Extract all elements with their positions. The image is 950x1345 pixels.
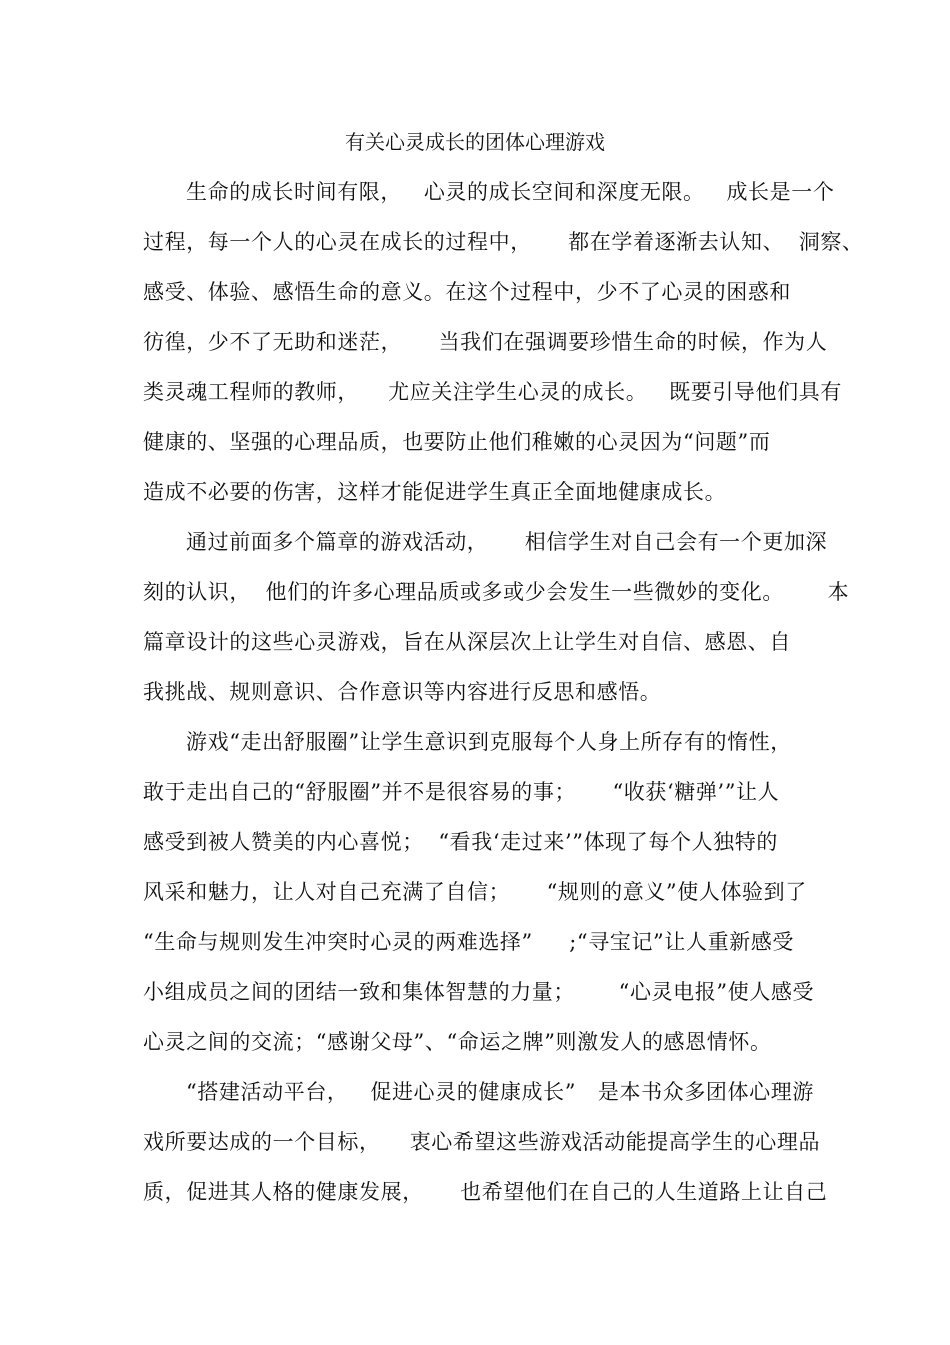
text-line: 类灵魂工程师的教师， 尤应关注学生心灵的成长。 既要引导他们具有 — [143, 380, 842, 404]
text-line: “生命与规则发生冲突时心灵的两难选择” ;“寻宝记”让人重新感受 — [143, 930, 794, 954]
text-line: 我挑战、规则意识、合作意识等内容进行反思和感悟。 — [143, 680, 662, 704]
text-line: 感受、体验、感悟生命的意义。在这个过程中，少不了心灵的困惑和 — [143, 280, 791, 304]
text-line: 质，促进其人格的健康发展， 也希望他们在自己的人生道路上让自己 — [143, 1180, 828, 1204]
text-line: 健康的、坚强的心理品质，也要防止他们稚嫩的心灵因为“问题”而 — [143, 430, 771, 454]
text-line: 敢于走出自己的“舒服圈”并不是很容易的事； “收获‘糖弹’”让人 — [143, 780, 780, 804]
text-line: 感受到被人赞美的内心喜悦； “看我‘走过来’”体现了每个人独特的 — [143, 830, 778, 854]
text-line: 造成不必要的伤害，这样才能促进学生真正全面地健康成长。 — [143, 480, 727, 504]
text-line: 风采和魅力，让人对自己充满了自信； “规则的意义”使人体验到了 — [143, 880, 807, 904]
text-line: 游戏“走出舒服圈”让学生意识到克服每个人身上所存有的惰性， — [186, 730, 792, 754]
text-line: 篇章设计的这些心灵游戏，旨在从深层次上让学生对自信、感恩、自 — [143, 630, 791, 654]
text-line: 小组成员之间的团结一致和集体智慧的力量； “心灵电报”使人感受 — [143, 980, 815, 1004]
text-line: “搭建活动平台， 促进心灵的健康成长” 是本书众多团体心理游 — [186, 1080, 814, 1104]
text-line: 心灵之间的交流；“感谢父母”、“命运之牌”则激发人的感恩情怀。 — [143, 1030, 772, 1054]
document-title: 有关心灵成长的团体心理游戏 — [345, 130, 605, 154]
text-line: 戏所要达成的一个目标， 衷心希望这些游戏活动能提高学生的心理品 — [143, 1130, 821, 1154]
text-line: 彷徨，少不了无助和迷茫， 当我们在强调要珍惜生命的时候，作为人 — [143, 330, 828, 354]
text-line: 通过前面多个篇章的游戏活动， 相信学生对自己会有一个更加深 — [186, 530, 828, 554]
text-line: 刻的认识， 他们的许多心理品质或多或少会发生一些微妙的变化。 本 — [143, 580, 850, 604]
text-line: 过程，每一个人的心灵在成长的过程中， 都在学着逐渐去认知、 洞察、 — [143, 230, 864, 254]
text-line: 生命的成长时间有限， 心灵的成长空间和深度无限。 成长是一个 — [186, 180, 835, 204]
